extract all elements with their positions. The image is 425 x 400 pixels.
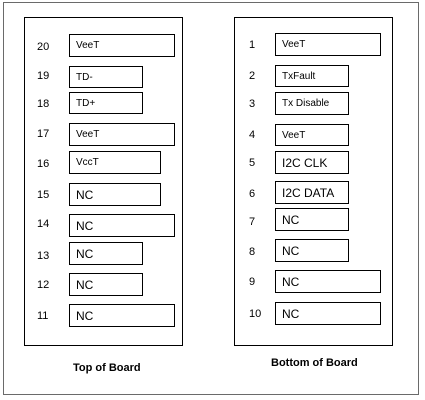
pin-label-box: TD- [69, 66, 143, 88]
pin-label-box: VeeT [275, 33, 381, 56]
pin-label-box: I2C CLK [275, 151, 349, 174]
top-of-board-panel [24, 17, 183, 346]
pin-number: 3 [249, 98, 256, 110]
pin-label-box: VeeT [275, 124, 349, 146]
bottom-of-board-caption: Bottom of Board [271, 357, 358, 369]
pin-label-box: VeeT [69, 123, 175, 146]
top-of-board-caption: Top of Board [73, 362, 141, 374]
pin-number: 6 [249, 188, 256, 200]
pin-number: 19 [37, 70, 50, 82]
pin-label-box: NC [275, 208, 349, 231]
pin-number: 10 [249, 308, 262, 320]
pin-label-box: NC [69, 304, 175, 327]
pin-label-box: NC [69, 183, 161, 206]
pin-label-box: NC [275, 270, 381, 293]
pin-number: 14 [37, 218, 50, 230]
pin-number: 9 [249, 276, 256, 288]
pin-label-box: VeeT [69, 34, 175, 57]
pin-number: 12 [37, 279, 50, 291]
pin-label-box: TD+ [69, 92, 143, 114]
pin-number: 20 [37, 41, 50, 53]
pin-label-box: VccT [69, 151, 161, 174]
pin-number: 17 [37, 128, 50, 140]
pin-label-box: NC [275, 302, 381, 325]
pin-number: 16 [37, 158, 50, 170]
pin-label-box: Tx Disable [275, 92, 349, 115]
pin-number: 8 [249, 246, 256, 258]
pin-number: 11 [37, 310, 49, 322]
pin-number: 18 [37, 98, 50, 110]
pin-number: 13 [37, 250, 50, 262]
pin-number: 2 [249, 70, 256, 82]
pin-number: 1 [249, 39, 256, 51]
pin-number: 4 [249, 129, 256, 141]
pin-number: 5 [249, 157, 256, 169]
pin-label-box: I2C DATA [275, 181, 349, 204]
pin-number: 7 [249, 216, 256, 228]
bottom-of-board-panel [234, 17, 393, 346]
pin-label-box: NC [69, 242, 143, 265]
pin-label-box: NC [69, 273, 143, 296]
pin-label-box: NC [275, 239, 349, 262]
pin-label-box: NC [69, 214, 175, 237]
pin-number: 15 [37, 189, 50, 201]
pin-label-box: TxFault [275, 65, 349, 87]
